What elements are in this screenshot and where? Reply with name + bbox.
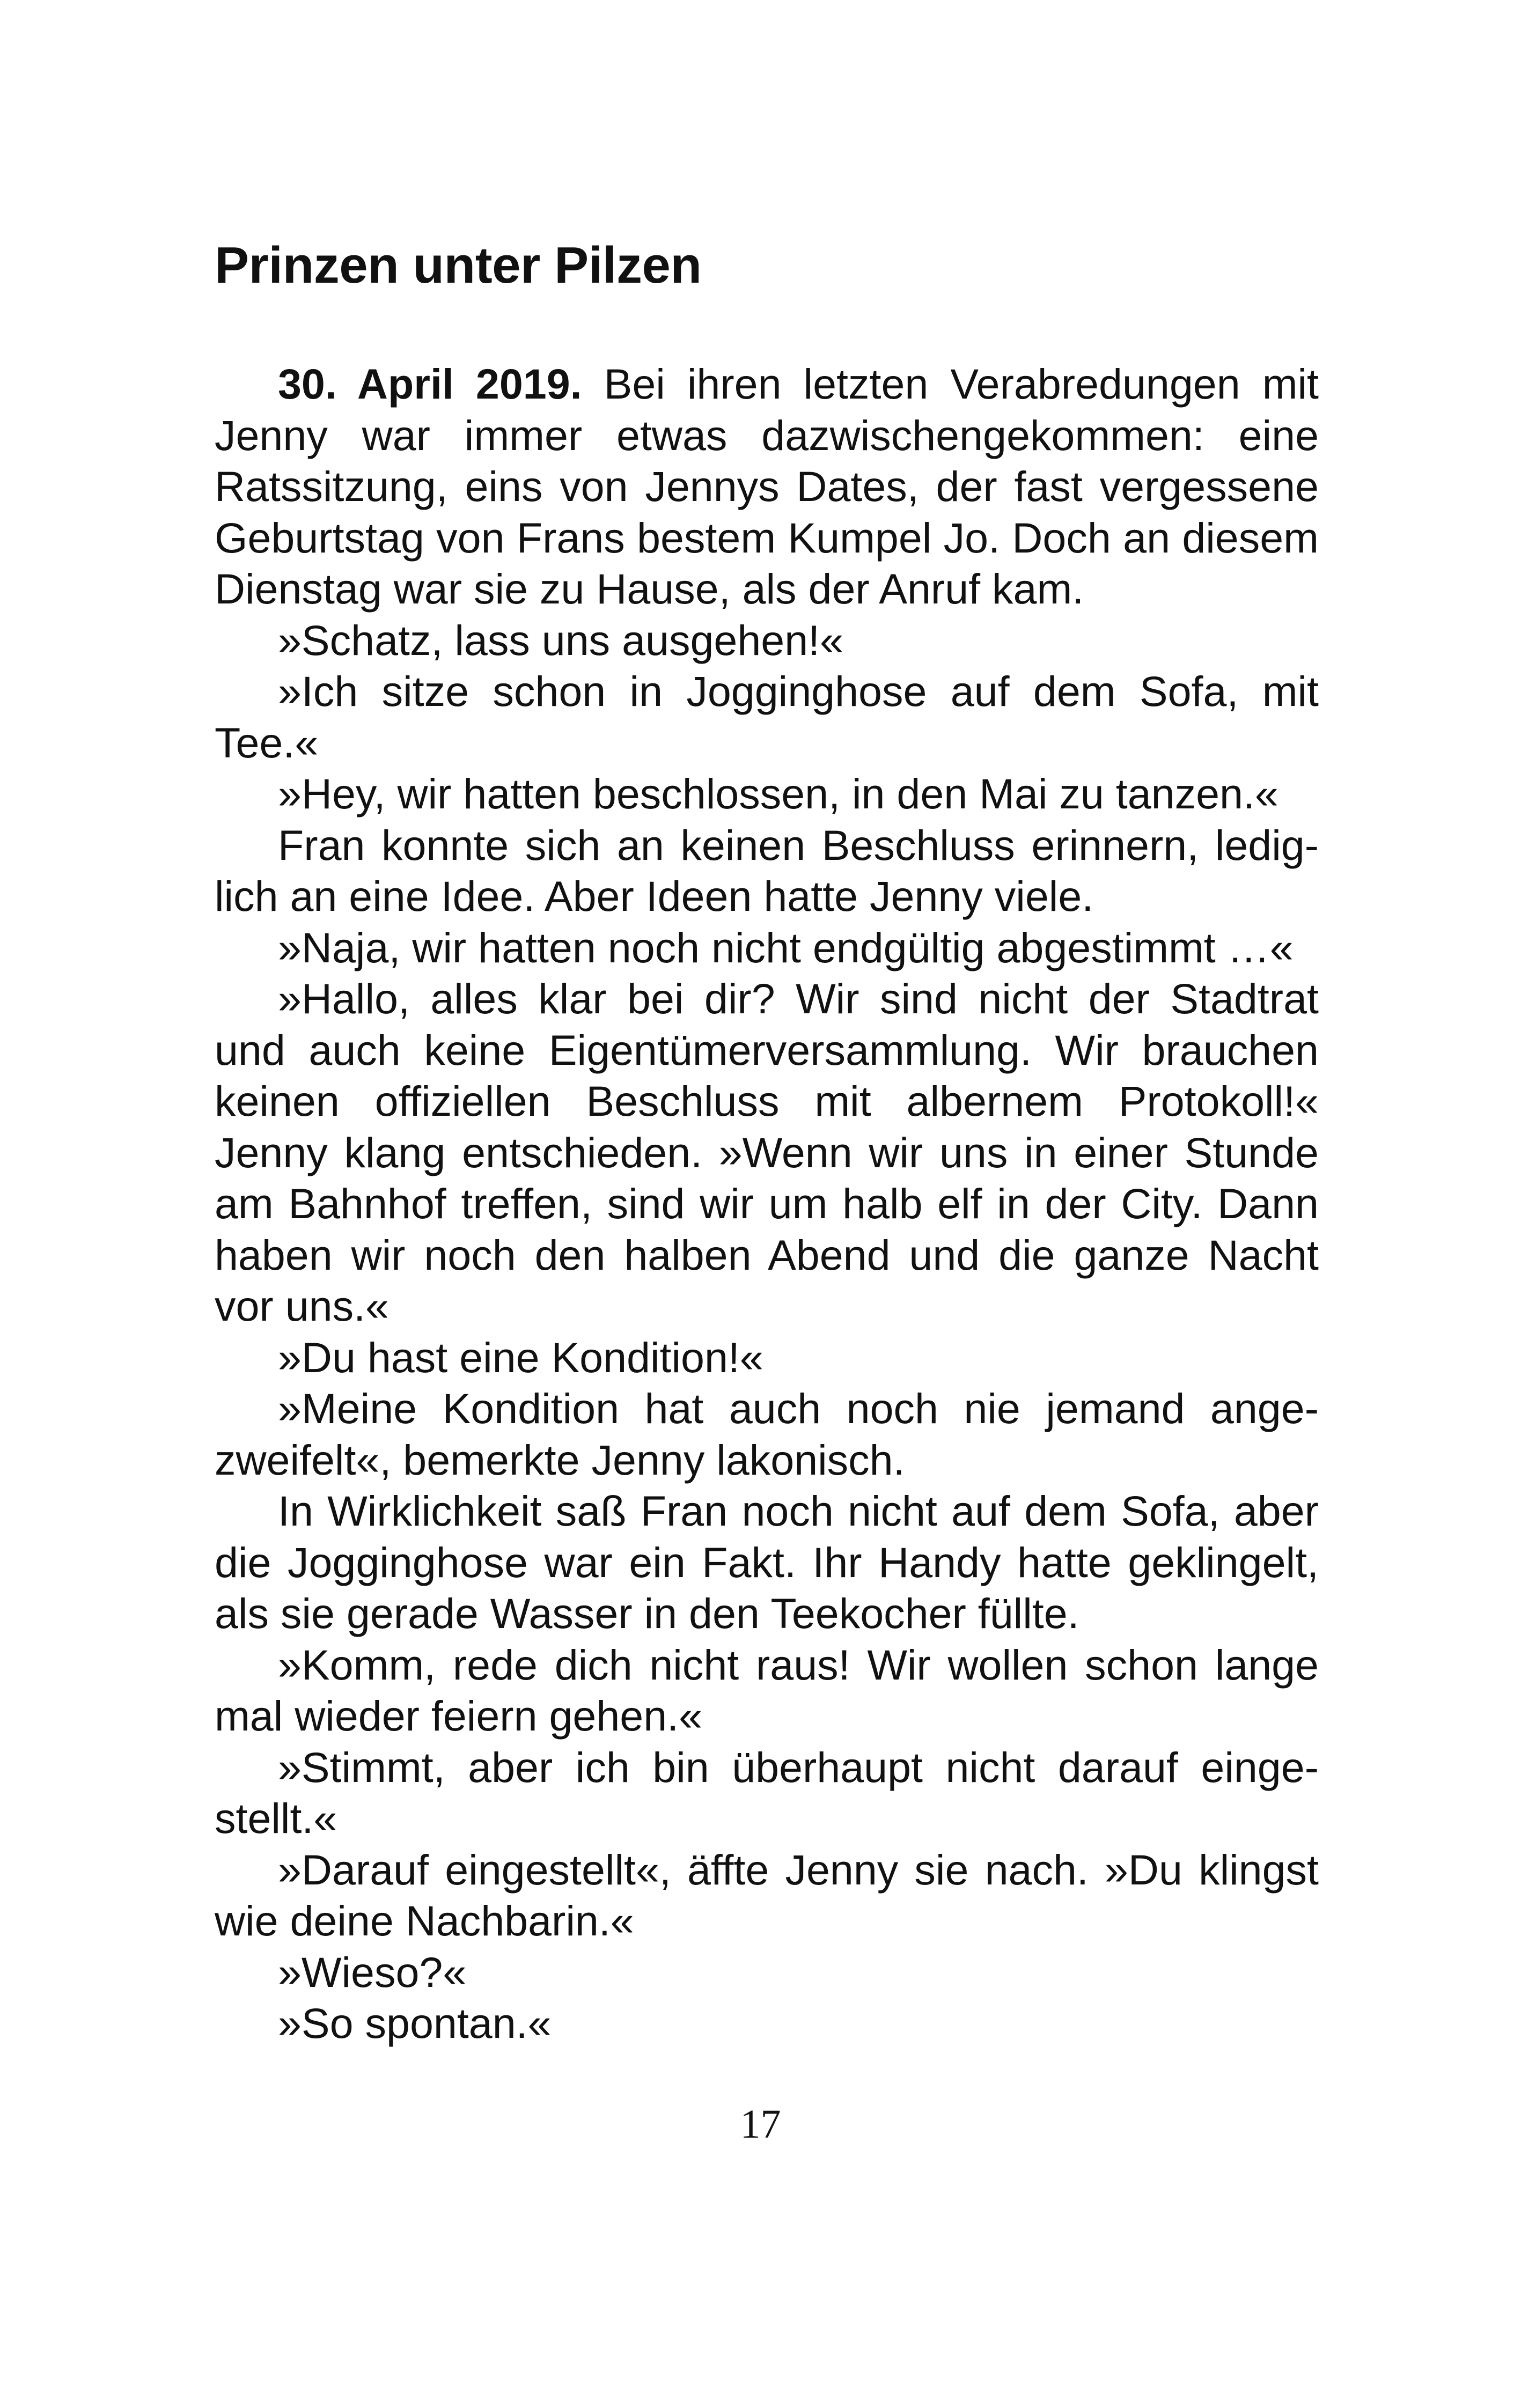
paragraph <box>215 358 1319 615</box>
entry-date: 30. April 2019. <box>278 360 582 408</box>
paragraph: »Hallo, alles klar bei dir? Wir sind nicht der Stadtrat und auch keine Eigentümerversammlung. Wir brauchen keinen offiziellen Beschluss mit albernem Protokoll!« Jenny klang entschieden. »Wenn wir uns in einer Stunde am Bahnhof treffen, sind wir um halb elf in der City. Dann haben wir noch den halben Abend und die ganze Nacht vor uns.« <box>215 975 1319 1330</box>
paragraph: »Du hast eine Kondition!« <box>278 1333 763 1381</box>
paragraph: »Komm, rede dich nicht raus! Wir wollen schon lange mal wieder feiern gehen.« <box>215 1640 1319 1740</box>
paragraph: Fran konnte sich an keinen Beschluss erinnern, lediglich an eine Idee. Aber Ideen hatte Jenny viele. <box>215 821 1319 920</box>
page-number: 17 <box>740 2102 781 2147</box>
chapter-body <box>215 358 1319 2049</box>
paragraph: »Meine Kondition hat auch noch nie jemand angezweifelt«, bemerkte Jenny lakonisch. <box>215 1385 1319 1484</box>
paragraph-text: Bei ihren letzten Verabredungen mit Jenny war immer etwas dazwischengekommen: eine Ratssitzung, eins von Jennys Dates, der fast vergessene Geburtstag von Frans bestem Kumpel Jo. Doch an diesem Dienstag war sie zu Hause, als der Anruf kam. <box>215 360 1319 613</box>
paragraph: »Darauf eingestellt«, äffte Jenny sie nach. »Du klingst wie deine Nachbarin.« <box>215 1845 1319 1945</box>
paragraph: »Schatz, lass uns ausgehen!« <box>278 616 844 664</box>
paragraph: »Wieso?« <box>278 1948 467 1996</box>
paragraph: »Ich sitze schon in Jogginghose auf dem Sofa, mit Tee.« <box>215 667 1319 767</box>
paragraph: In Wirklichkeit saß Fran noch nicht auf dem Sofa, aber die Jogginghose war ein Fakt. Ihr Handy hatte geklingelt, als sie gerade Wasser in den Teekocher füllte. <box>215 1487 1319 1637</box>
chapter-title: Prinzen unter Pilzen <box>215 237 702 294</box>
paragraph: »So spontan.« <box>278 1999 552 2047</box>
paragraph: »Naja, wir hatten noch nicht endgültig abgestimmt …« <box>278 923 1294 971</box>
paragraph: »Stimmt, aber ich bin überhaupt nicht darauf eingestellt.« <box>215 1743 1319 1842</box>
paragraph: »Hey, wir hatten beschlossen, in den Mai zu tanzen.« <box>278 770 1278 818</box>
